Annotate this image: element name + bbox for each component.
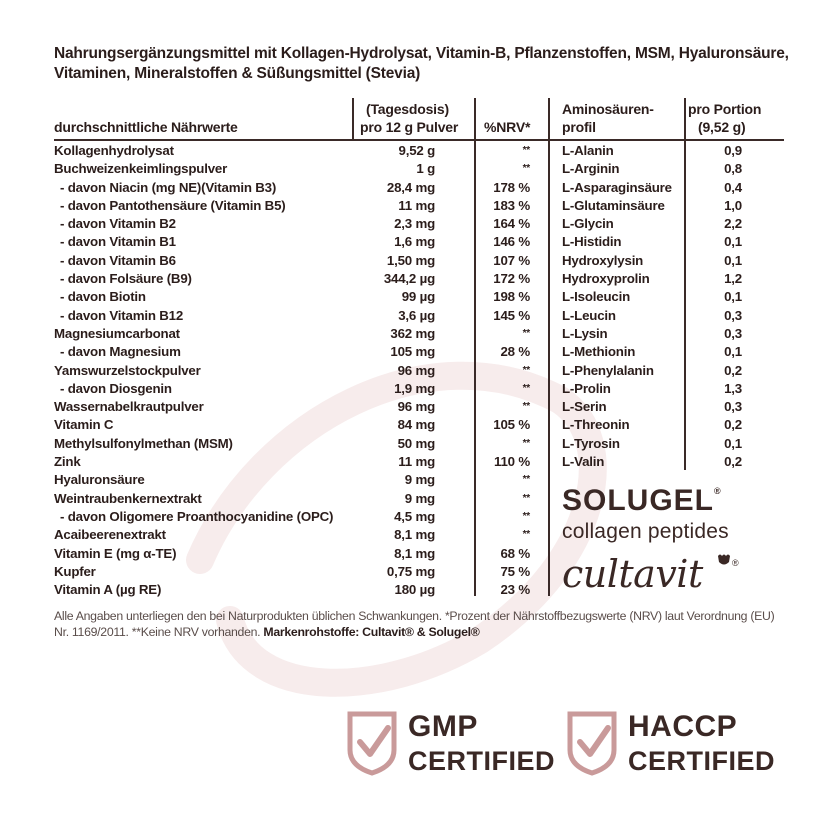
nutrient-nrv: 75 % xyxy=(500,563,530,579)
amino-acid-row xyxy=(562,288,744,306)
nutrient-name: Buchweizenkeimlingspulver xyxy=(54,161,228,177)
nutrient-nrv: 68 % xyxy=(500,545,530,561)
amino-acid-value: 0,8 xyxy=(724,161,742,177)
solugel-registered: ® xyxy=(714,486,722,496)
haccp-label: HACCP xyxy=(628,710,738,743)
amino-acid-value: 0,4 xyxy=(724,179,742,195)
nutrient-name: Acaibeerenextrakt xyxy=(54,527,166,543)
nutrient-nrv: 110 % xyxy=(494,454,530,470)
nutrient-amount: 1,9 mg xyxy=(394,380,435,396)
nutrient-amount: 84 mg xyxy=(397,417,435,433)
amino-acid-name: L-Lysin xyxy=(562,325,608,341)
header-nutrients: durchschnittliche Nährwerte xyxy=(54,119,238,135)
nutrient-row xyxy=(54,453,538,471)
nutrient-amount: 99 µg xyxy=(401,289,435,305)
column-divider-dose xyxy=(352,98,354,141)
shield-check-icon xyxy=(346,710,398,776)
nutrient-row xyxy=(54,179,538,197)
amino-acid-name: L-Phenylalanin xyxy=(562,362,654,378)
amino-acid-row xyxy=(562,307,744,325)
amino-acid-value: 1,0 xyxy=(724,197,742,213)
header-amino-line2: profil xyxy=(562,119,596,135)
amino-acid-name: L-Threonin xyxy=(562,417,630,433)
amino-acid-value: 0,2 xyxy=(724,454,742,470)
header-amino-line1: Aminosäuren- xyxy=(562,101,654,117)
amino-acid-value: 0,2 xyxy=(724,362,742,378)
nutrient-row xyxy=(54,508,538,526)
amino-acid-value: 0,9 xyxy=(724,143,742,158)
header-dose-line2: pro 12 g Pulver xyxy=(360,119,459,135)
amino-acid-name: L-Isoleucin xyxy=(562,289,630,305)
nutrient-amount: 1 g xyxy=(416,161,435,177)
column-divider-amino xyxy=(548,98,550,596)
nutrient-amount: 362 mg xyxy=(390,325,435,341)
amino-acid-row xyxy=(562,252,744,270)
nutrient-row xyxy=(54,270,538,288)
nutrient-name: Wassernabelkrautpulver xyxy=(54,399,204,415)
amino-acid-value: 0,1 xyxy=(724,289,742,305)
amino-acid-row xyxy=(562,435,744,453)
nutrient-nrv: ** xyxy=(522,437,530,449)
nutrient-name: Vitamin C xyxy=(54,417,114,433)
nutrient-row xyxy=(54,252,538,270)
nutrient-name: Kupfer xyxy=(54,563,96,579)
amino-acid-row xyxy=(562,160,744,178)
nutrient-row xyxy=(54,142,538,160)
nutrient-row xyxy=(54,307,538,325)
nutrient-name: Magnesiumcarbonat xyxy=(54,325,180,341)
nutrient-name: - davon Vitamin B12 xyxy=(60,307,184,323)
nutrient-amount: 8,1 mg xyxy=(394,545,435,561)
amino-acid-value: 0,1 xyxy=(724,344,742,360)
nutrient-nrv: ** xyxy=(522,510,530,522)
amino-acid-row xyxy=(562,416,744,434)
nutrient-row xyxy=(54,490,538,508)
amino-acid-row xyxy=(562,215,744,233)
nutrient-nrv: ** xyxy=(522,492,530,504)
nutrient-nrv: 198 % xyxy=(493,289,530,305)
header-portion-line1: pro Portion xyxy=(688,101,762,117)
amino-acid-value: 0,1 xyxy=(724,435,742,451)
haccp-certified-label: CERTIFIED xyxy=(628,746,776,776)
nutrient-name: - davon Vitamin B2 xyxy=(60,216,176,232)
footnote-brands: Markenrohstoffe: Cultavit® & Solugel® xyxy=(263,625,480,639)
nutrient-row xyxy=(54,581,538,599)
nutrient-row xyxy=(54,233,538,251)
nutrient-amount: 1,50 mg xyxy=(386,252,435,268)
nutrient-nrv: 28 % xyxy=(500,344,530,360)
nutrient-name: - davon Magnesium xyxy=(60,344,181,360)
amino-acid-row xyxy=(562,380,744,398)
nutrient-amount: 96 mg xyxy=(397,399,435,415)
amino-acid-row xyxy=(562,325,744,343)
nutrient-nrv: ** xyxy=(522,327,530,339)
nutrient-nrv: 172 % xyxy=(493,271,530,287)
nutrient-nrv: ** xyxy=(522,382,530,394)
nutrient-name: - davon Vitamin B1 xyxy=(60,234,176,250)
amino-acid-value: 2,2 xyxy=(724,216,742,232)
nutrient-amount: 8,1 mg xyxy=(394,527,435,543)
nutrient-name: Yamswurzelstockpulver xyxy=(54,362,201,378)
nutrient-name: Vitamin A (µg RE) xyxy=(54,582,162,598)
nutrient-nrv: 164 % xyxy=(493,216,530,232)
nutrient-name: Weintraubenkernextrakt xyxy=(54,490,202,506)
nutrient-amount: 9 mg xyxy=(404,472,435,488)
nutrient-row xyxy=(54,343,538,361)
nutrient-nrv: ** xyxy=(522,364,530,376)
nutrient-row xyxy=(54,288,538,306)
nutrient-nrv: 145 % xyxy=(493,307,530,323)
amino-acid-row xyxy=(562,398,744,416)
header-dose-line1: (Tagesdosis) xyxy=(366,101,449,117)
amino-acid-name: L-Histidin xyxy=(562,234,622,250)
nutrient-amount: 4,5 mg xyxy=(394,508,435,524)
nutrient-amount: 11 mg xyxy=(398,454,435,470)
nutrient-row xyxy=(54,380,538,398)
amino-acid-name: L-Alanin xyxy=(562,143,614,158)
amino-acid-row xyxy=(562,233,744,251)
amino-acid-row xyxy=(562,453,744,471)
nutrient-name: - davon Diosgenin xyxy=(60,380,172,396)
solugel-wordmark: SOLUGEL xyxy=(562,484,715,517)
nutrient-name: - davon Biotin xyxy=(60,289,146,305)
amino-acid-name: Hydroxylysin xyxy=(562,252,644,268)
amino-acid-name: Hydroxyprolin xyxy=(562,271,650,287)
nutrient-nrv: ** xyxy=(522,474,530,486)
amino-acid-name: L-Tyrosin xyxy=(562,435,620,451)
nutrient-row xyxy=(54,545,538,563)
amino-acid-value: 0,1 xyxy=(724,252,742,268)
amino-acid-value: 0,3 xyxy=(724,399,742,415)
footnote xyxy=(54,608,784,640)
nutrient-row xyxy=(54,563,538,581)
amino-acid-row xyxy=(562,179,744,197)
gmp-label: GMP xyxy=(408,710,478,743)
nutrient-table xyxy=(54,142,538,599)
nutrient-nrv: 107 % xyxy=(493,252,530,268)
nutrient-amount: 50 mg xyxy=(397,435,435,451)
amino-acid-name: L-Methionin xyxy=(562,344,636,360)
cultavit-logo: cultavit xyxy=(562,552,703,596)
nutrient-row xyxy=(54,471,538,489)
nutrient-amount: 2,3 mg xyxy=(394,216,435,232)
solugel-tagline: collagen peptides xyxy=(562,520,729,543)
nutrient-row xyxy=(54,197,538,215)
amino-acid-name: L-Glutaminsäure xyxy=(562,197,665,213)
nutrient-name: Zink xyxy=(54,454,81,470)
nutrient-name: Kollagenhydrolysat xyxy=(54,143,174,158)
nutrient-amount: 11 mg xyxy=(398,197,435,213)
amino-acid-name: L-Prolin xyxy=(562,380,611,396)
page-title: Nahrungsergänzungsmittel mit Kollagen-Hydrolysat, Vitamin-B, Pflanzenstoffen, MSM, Hyaluronsäure, Vitaminen, Mineralstoffen & Süßungsmittel (Stevia) xyxy=(54,45,789,82)
amino-acid-row xyxy=(562,362,744,380)
nutrient-nrv: 183 % xyxy=(493,197,530,213)
amino-acid-row xyxy=(562,197,744,215)
nutrient-nrv: 146 % xyxy=(493,234,530,250)
gmp-certified-label: CERTIFIED xyxy=(408,746,556,776)
nutrient-name: - davon Folsäure (B9) xyxy=(60,271,192,287)
nutrient-name: Vitamin E (mg α-TE) xyxy=(54,545,177,561)
nutrient-nrv: 178 % xyxy=(493,179,530,195)
amino-acid-row xyxy=(562,270,744,288)
header-divider xyxy=(54,139,784,141)
nutrient-nrv: ** xyxy=(522,529,530,541)
nutrient-amount: 3,6 µg xyxy=(398,307,435,323)
amino-acid-value: 0,1 xyxy=(724,234,742,250)
amino-acid-value: 1,2 xyxy=(724,271,742,287)
amino-acid-name: L-Serin xyxy=(562,399,607,415)
header-portion-line2: (9,52 g) xyxy=(698,119,746,135)
footnote-text: Alle Angaben unterliegen den bei Naturprodukten üblichen Schwankungen. *Prozent der Nährstoffbezugswerte (NRV) laut Verordnung (EU) Nr. 1169/2011. **Keine NRV vorhanden. xyxy=(54,609,775,639)
amino-acid-value: 0,2 xyxy=(724,417,742,433)
amino-acid-name: L-Asparaginsäure xyxy=(562,179,672,195)
nutrient-name: - davon Oligomere Proanthocyanidine (OPC) xyxy=(60,508,334,524)
nutrient-name: - davon Vitamin B6 xyxy=(60,252,176,268)
header-nrv: %NRV* xyxy=(484,119,531,135)
nutrient-amount: 1,6 mg xyxy=(394,234,435,250)
nutrient-amount: 180 µg xyxy=(394,582,435,598)
nutrient-nrv: ** xyxy=(522,145,530,156)
nutrient-name: - davon Niacin (mg NE)(Vitamin B3) xyxy=(60,179,277,195)
amino-acid-name: L-Arginin xyxy=(562,161,620,177)
nutrient-row xyxy=(54,416,538,434)
shield-check-icon xyxy=(566,710,618,776)
nutrient-row xyxy=(54,526,538,544)
amino-acid-row xyxy=(562,343,744,361)
nutrient-amount: 105 mg xyxy=(390,344,435,360)
nutrient-amount: 9,52 g xyxy=(398,143,435,158)
amino-acid-value: 0,3 xyxy=(724,325,742,341)
cultavit-registered: ® xyxy=(732,558,739,568)
nutrient-row xyxy=(54,160,538,178)
nutrient-row xyxy=(54,435,538,453)
amino-acid-name: L-Glycin xyxy=(562,216,614,232)
nutrient-row xyxy=(54,215,538,233)
amino-acid-name: L-Leucin xyxy=(562,307,616,323)
nutrient-name: - davon Pantothensäure (Vitamin B5) xyxy=(60,197,286,213)
nutrient-nrv: 23 % xyxy=(500,582,530,598)
nutrient-nrv: 105 % xyxy=(493,417,530,433)
solugel-logo xyxy=(562,484,729,544)
tulip-icon xyxy=(716,552,732,568)
nutrient-nrv: ** xyxy=(522,163,530,175)
amino-acid-value: 1,3 xyxy=(724,380,742,396)
nutrient-name: Hyaluronsäure xyxy=(54,472,145,488)
nutrient-row xyxy=(54,398,538,416)
nutrient-amount: 28,4 mg xyxy=(386,179,435,195)
nutrient-amount: 344,2 µg xyxy=(383,271,435,287)
amino-acid-name: L-Valin xyxy=(562,454,605,470)
amino-acid-row xyxy=(562,142,744,160)
nutrient-amount: 96 mg xyxy=(397,362,435,378)
amino-acid-value: 0,3 xyxy=(724,307,742,323)
nutrient-row xyxy=(54,325,538,343)
nutrient-row xyxy=(54,362,538,380)
nutrient-name: Methylsulfonylmethan (MSM) xyxy=(54,435,233,451)
nutrient-amount: 9 mg xyxy=(404,490,435,506)
nutrient-amount: 0,75 mg xyxy=(386,563,435,579)
amino-acid-table xyxy=(562,142,744,471)
nutrient-nrv: ** xyxy=(522,401,530,413)
